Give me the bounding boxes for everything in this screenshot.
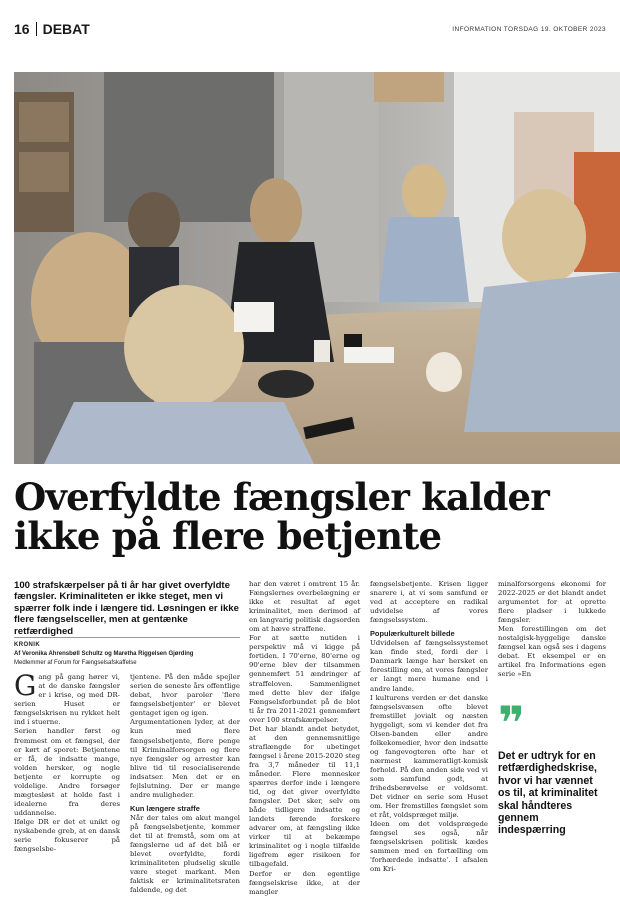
page-header	[14, 18, 606, 40]
article-column-2	[249, 580, 360, 897]
column-1a	[14, 669, 120, 854]
paragraph: fængselsbetjente. Krisen ligger snarere i, at vi som samfund er ved at acceptere en radikal udvidelse af vores fængselssystem.	[370, 580, 488, 625]
paragraph: Ideen om det voldsprægede fængsel ses også, når fængselskrisen politisk kædes sammen med en fortælling om 'forhærdede indsatte'. I afsalen om Kri-	[370, 820, 488, 874]
paragraph: minalforsorgens økonomi for 2022-2025 er det blandt andet argumentet for at oprette flere pladser i lukkede fængsler.	[498, 580, 606, 625]
byline-role: Medlemmer af Forum for Fængselsafskaffelse	[14, 660, 137, 667]
article-headline: Overfyldte fængsler kalder ikke på flere betjente	[14, 475, 549, 558]
paragraph: I kulturens verden er det danske fængselsvæsen ofte blevet fremstillet jovialt og næsten hyggeligt, som vi kender det fra Olsen-banden eller andre folkekomedier, hvor den indsatte og fangevogteren ofte har et nærmest kammeratligt-komisk forhold. På den anden side ved vi som samfund godt, at frihedsberøvelse er voldsomt. Det vidner en serie som Huset om. Her fremstilles fængslet som et råt, voldspræget miljø.	[370, 693, 488, 820]
paragraph: Serien handler først og fremmest om et fængsel, der er kørt af sporet: Betjentene er få, de indsatte mange, volden hersker, og nogle betjente er korrupte og voldelige. Andre forsøger mægtesløst at holde fast i idealerne fra deres uddannelse.	[14, 727, 120, 817]
article-column-1	[14, 580, 240, 895]
article-kicker: KRONIK	[14, 642, 41, 649]
quote-mark-icon: ❞	[498, 696, 521, 750]
opening-paragraph	[14, 669, 120, 727]
opening-text: ang på gang hører vi, at de danske fængsler er i krise, og med DR-serien Huset er fængselskrisen nu rykket helt ind i stuerne.	[14, 673, 120, 727]
paragraph: Udvidelsen af fængselssystemet kan finde sted, fordi der i Danmark længe har hersket en forestilling om, at vores fængsler er langt mere humane end i andre lande.	[370, 639, 488, 693]
newsroom-photo-icon	[14, 72, 620, 464]
header-divider	[36, 22, 37, 36]
paragraph: tjentene. På den måde spejler serien de seneste års offentlige debat, hvor paroler 'flere fængselsbetjenter' er blevet gentaget igen og igen.	[130, 673, 240, 718]
pull-quote	[498, 696, 606, 837]
drop-cap: G	[14, 669, 37, 703]
page-number: 16	[14, 21, 30, 37]
pull-quote-text: Det er udtryk for en retfærdighedskrise, hvor vi har vænnet os til, at kriminalitet skal håndteres gennem indespærring	[498, 750, 598, 837]
publication-date: INFORMATION TORSDAG 19. OKTOBER 2023	[452, 25, 606, 33]
paragraph: Det har blandt andet betydet, at den gennemsnitlige straflængde for ubetinget fængsel i årene 2015-2020 steg fra 3,7 måneder til 11,1 måneder. Flere mennesker spærres derfor inde i længere tid, og det giver overfyldte fængsler. Det sker, selv om både tidligere indsatte og landets førende forskere advarer om, at fængsling ikke virker til at bekæmpe kriminalitet og i nogle tilfælde ligefrem øger risikoen for tilbagefald.	[249, 724, 360, 869]
byline-block	[14, 637, 240, 668]
paragraph: Derfor er den egentlige fængselskrise ikke, at der mangler	[249, 869, 360, 896]
paragraph: Når der tales om akut mangel på fængselsbetjente, kommer det til at fremstå, som om at fængslerne ud af det blå er blevet overfyldte, fordi kriminaliteten pludselig skulle være steget markant. Men faktisk er kriminalitetsraten faldende, og det	[130, 813, 240, 895]
subheading: Populærkulturelt billede	[370, 629, 455, 639]
article-byline: Af Veronika Ahrensbøll Schultz og Maretha Riggelsen Gjørding	[14, 651, 194, 658]
section-name: DEBAT	[42, 21, 90, 37]
subheading: Kun længere straffe	[130, 803, 200, 813]
article-body	[14, 580, 606, 896]
article-column-3	[370, 580, 488, 875]
page-header-left	[14, 21, 90, 37]
paragraph: har den været i omtrent 15 år. Fængslernes overbelægning er ikke et resultat af øget kriminalitet, men derimod af en langvarig politisk dagsorden om at hæve straffene.	[249, 580, 360, 634]
column-1b	[130, 673, 240, 895]
article-photo	[14, 72, 620, 464]
paragraph: Ifølge DR er det et unikt og nyskabende greb, at en dansk serie fokuserer på fængselsbe-	[14, 817, 120, 854]
paragraph: For at sætte nutiden i perspektiv må vi kigge på fortiden. I 70'erne, 80'erne og 90'erne blev der tilsammen gennemført 51 ændringer af straffeloven. Sammenlignet med dette blev der ifølge Fængselsforbundet på de blot ti år fra 2011-2021 gennemført over 100 strafskærpelser.	[249, 634, 360, 724]
paragraph: Men forestillingen om det nostalgisk-hyggelige danske fængsel kan også ses i dagens debat. Et eksempel er en artikel fra Informations egen serie »En	[498, 625, 606, 679]
article-lead: 100 strafskærpelser på ti år har givet overfyldte fængsler. Kriminaliteten er ikke steget, men vi spærrer folk inde i længere tid. Løsningen er ikke flere fængselsceller, men at gentænke retfærdighed	[14, 580, 239, 637]
paragraph: Argumentationen lyder, at der kun med flere fængselsbetjente, flere penge til Kriminalforsorgen og flere nye fængsler og arrester kan blive tid til resocialiserende indsatser. Men det er en fejlslutning. Der er mange andre muligheder.	[130, 718, 240, 799]
article-column-4	[498, 580, 606, 680]
